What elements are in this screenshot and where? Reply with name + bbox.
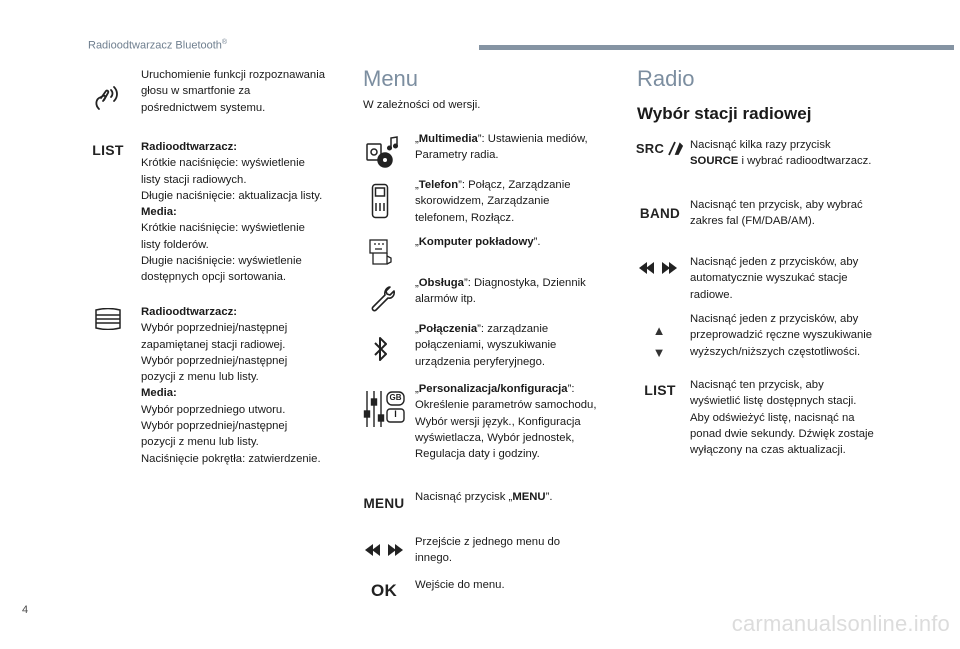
seek-arrows-icon	[636, 259, 680, 277]
down-arrow-icon: ▼	[652, 345, 666, 360]
page-number: 4	[22, 604, 29, 616]
source-description: Nacisnąć kilka razy przycisk SOURCE i wybrać radioodtwarzacz.	[690, 139, 872, 168]
gb-label: GB	[389, 393, 402, 402]
thumbwheel-description: Radioodtwarzacz: Wybór poprzedniej/następnej zapamiętanej stacji radiowej. Wybór poprzedniej/następnej pozycji z menu lub listy. Media: Wybór poprzedniego utworu. Wybór poprzedniej/następnej pozycji z menu lub listy. Naciśnięcie pokrętła: zatwierdzenie.	[141, 306, 321, 465]
band-button-icon: BAND	[639, 205, 681, 221]
multimedia-icon	[365, 133, 401, 169]
radio-heading: Radio	[637, 66, 695, 91]
seek-description: Nacisnąć jeden z przycisków, aby automatycznie wyszukać stacje radiowe.	[690, 256, 859, 301]
registered-mark: ®	[221, 39, 228, 46]
list-button-icon-radio: LIST	[644, 382, 676, 398]
ok-button-icon: OK	[370, 581, 398, 600]
thumbwheel-icon	[92, 307, 124, 331]
komputer-description: „Komputer pokładowy”.	[415, 236, 541, 248]
trip-computer-icon	[365, 237, 397, 269]
voice-description: Uruchomienie funkcji rozpoznawania głosu w smartfonie za pośrednictwem systemu.	[141, 69, 325, 114]
bluetooth-icon	[370, 332, 392, 366]
header-title: Radioodtwarzacz Bluetooth®	[88, 39, 228, 52]
source-button-icon: SRC	[635, 138, 685, 158]
list-description: Radioodtwarzacz: Krótkie naciśnięcie: wyświetlenie listy stacji radiowych. Długie naciśnięcie: aktualizacja listy. Media: Krótkie naciśnięcie: wyświetlenie listy folderów. Długie naciśnięcie: wyświetlenie dostępnych opcji sortowania.	[141, 141, 323, 284]
arrows-description: Przejście z jednego menu do innego.	[415, 536, 561, 565]
personalizacja-description: „Personalizacja/konfiguracja”: Określenie parametrów samochodu, Wybór wersji język., Konfiguracja wyświetlacza, Wybór jednostek, Regulacja daty i godziny.	[415, 383, 597, 461]
watermark: carmanualsonline.info	[731, 611, 950, 636]
wrench-icon	[367, 283, 397, 315]
list-button-icon: LIST	[92, 142, 124, 158]
settings-sliders-icon	[363, 388, 407, 432]
manual-search-description: Nacisnąć jeden z przycisków, aby przeprowadzić ręczne wyszukiwanie wyższych/niższych częstotliwości.	[690, 313, 873, 358]
menu-intro: W zależności od wersji.	[363, 99, 481, 111]
telefon-description: „Telefon”: Połącz, Zarządzanie skorowidzem, Zarządzanie telefonem, Rozłącz.	[415, 179, 571, 224]
obsluga-description: „Obsługa”: Diagnostyka, Dziennik alarmów itp.	[415, 277, 586, 306]
phone-icon	[368, 182, 392, 220]
menu-button-icon: MENU	[363, 495, 405, 511]
menu-heading: Menu	[363, 66, 419, 91]
ok-description: Wejście do menu.	[415, 579, 505, 591]
radio-subheading: Wybór stacji radiowej	[637, 104, 812, 123]
multimedia-description: „Multimedia”: Ustawienia mediów, Parametry radia.	[415, 133, 588, 162]
band-description: Nacisnąć ten przycisk, aby wybrać zakres fal (FM/DAB/AM).	[690, 199, 863, 228]
up-down-arrows-icon	[648, 320, 670, 364]
i-label: I	[394, 409, 397, 419]
header-bar	[479, 45, 954, 50]
list-radio-description: Nacisnąć ten przycisk, aby wyświetlić listę dostępnych stacji. Aby odświeżyć listę, nacisnąć na ponad dwie sekundy. Dźwięk zostaje wyłączony na czas aktualizacji.	[690, 379, 874, 457]
menu-press-description: Nacisnąć przycisk „MENU”.	[415, 491, 553, 503]
polaczenia-description: „Połączenia”: zarządzanie połączeniami, wyszukiwanie urządzenia peryferyjnego.	[415, 323, 557, 368]
up-arrow-icon: ▲	[652, 323, 666, 338]
voice-command-icon	[90, 82, 122, 114]
left-right-arrows-icon	[362, 541, 406, 559]
